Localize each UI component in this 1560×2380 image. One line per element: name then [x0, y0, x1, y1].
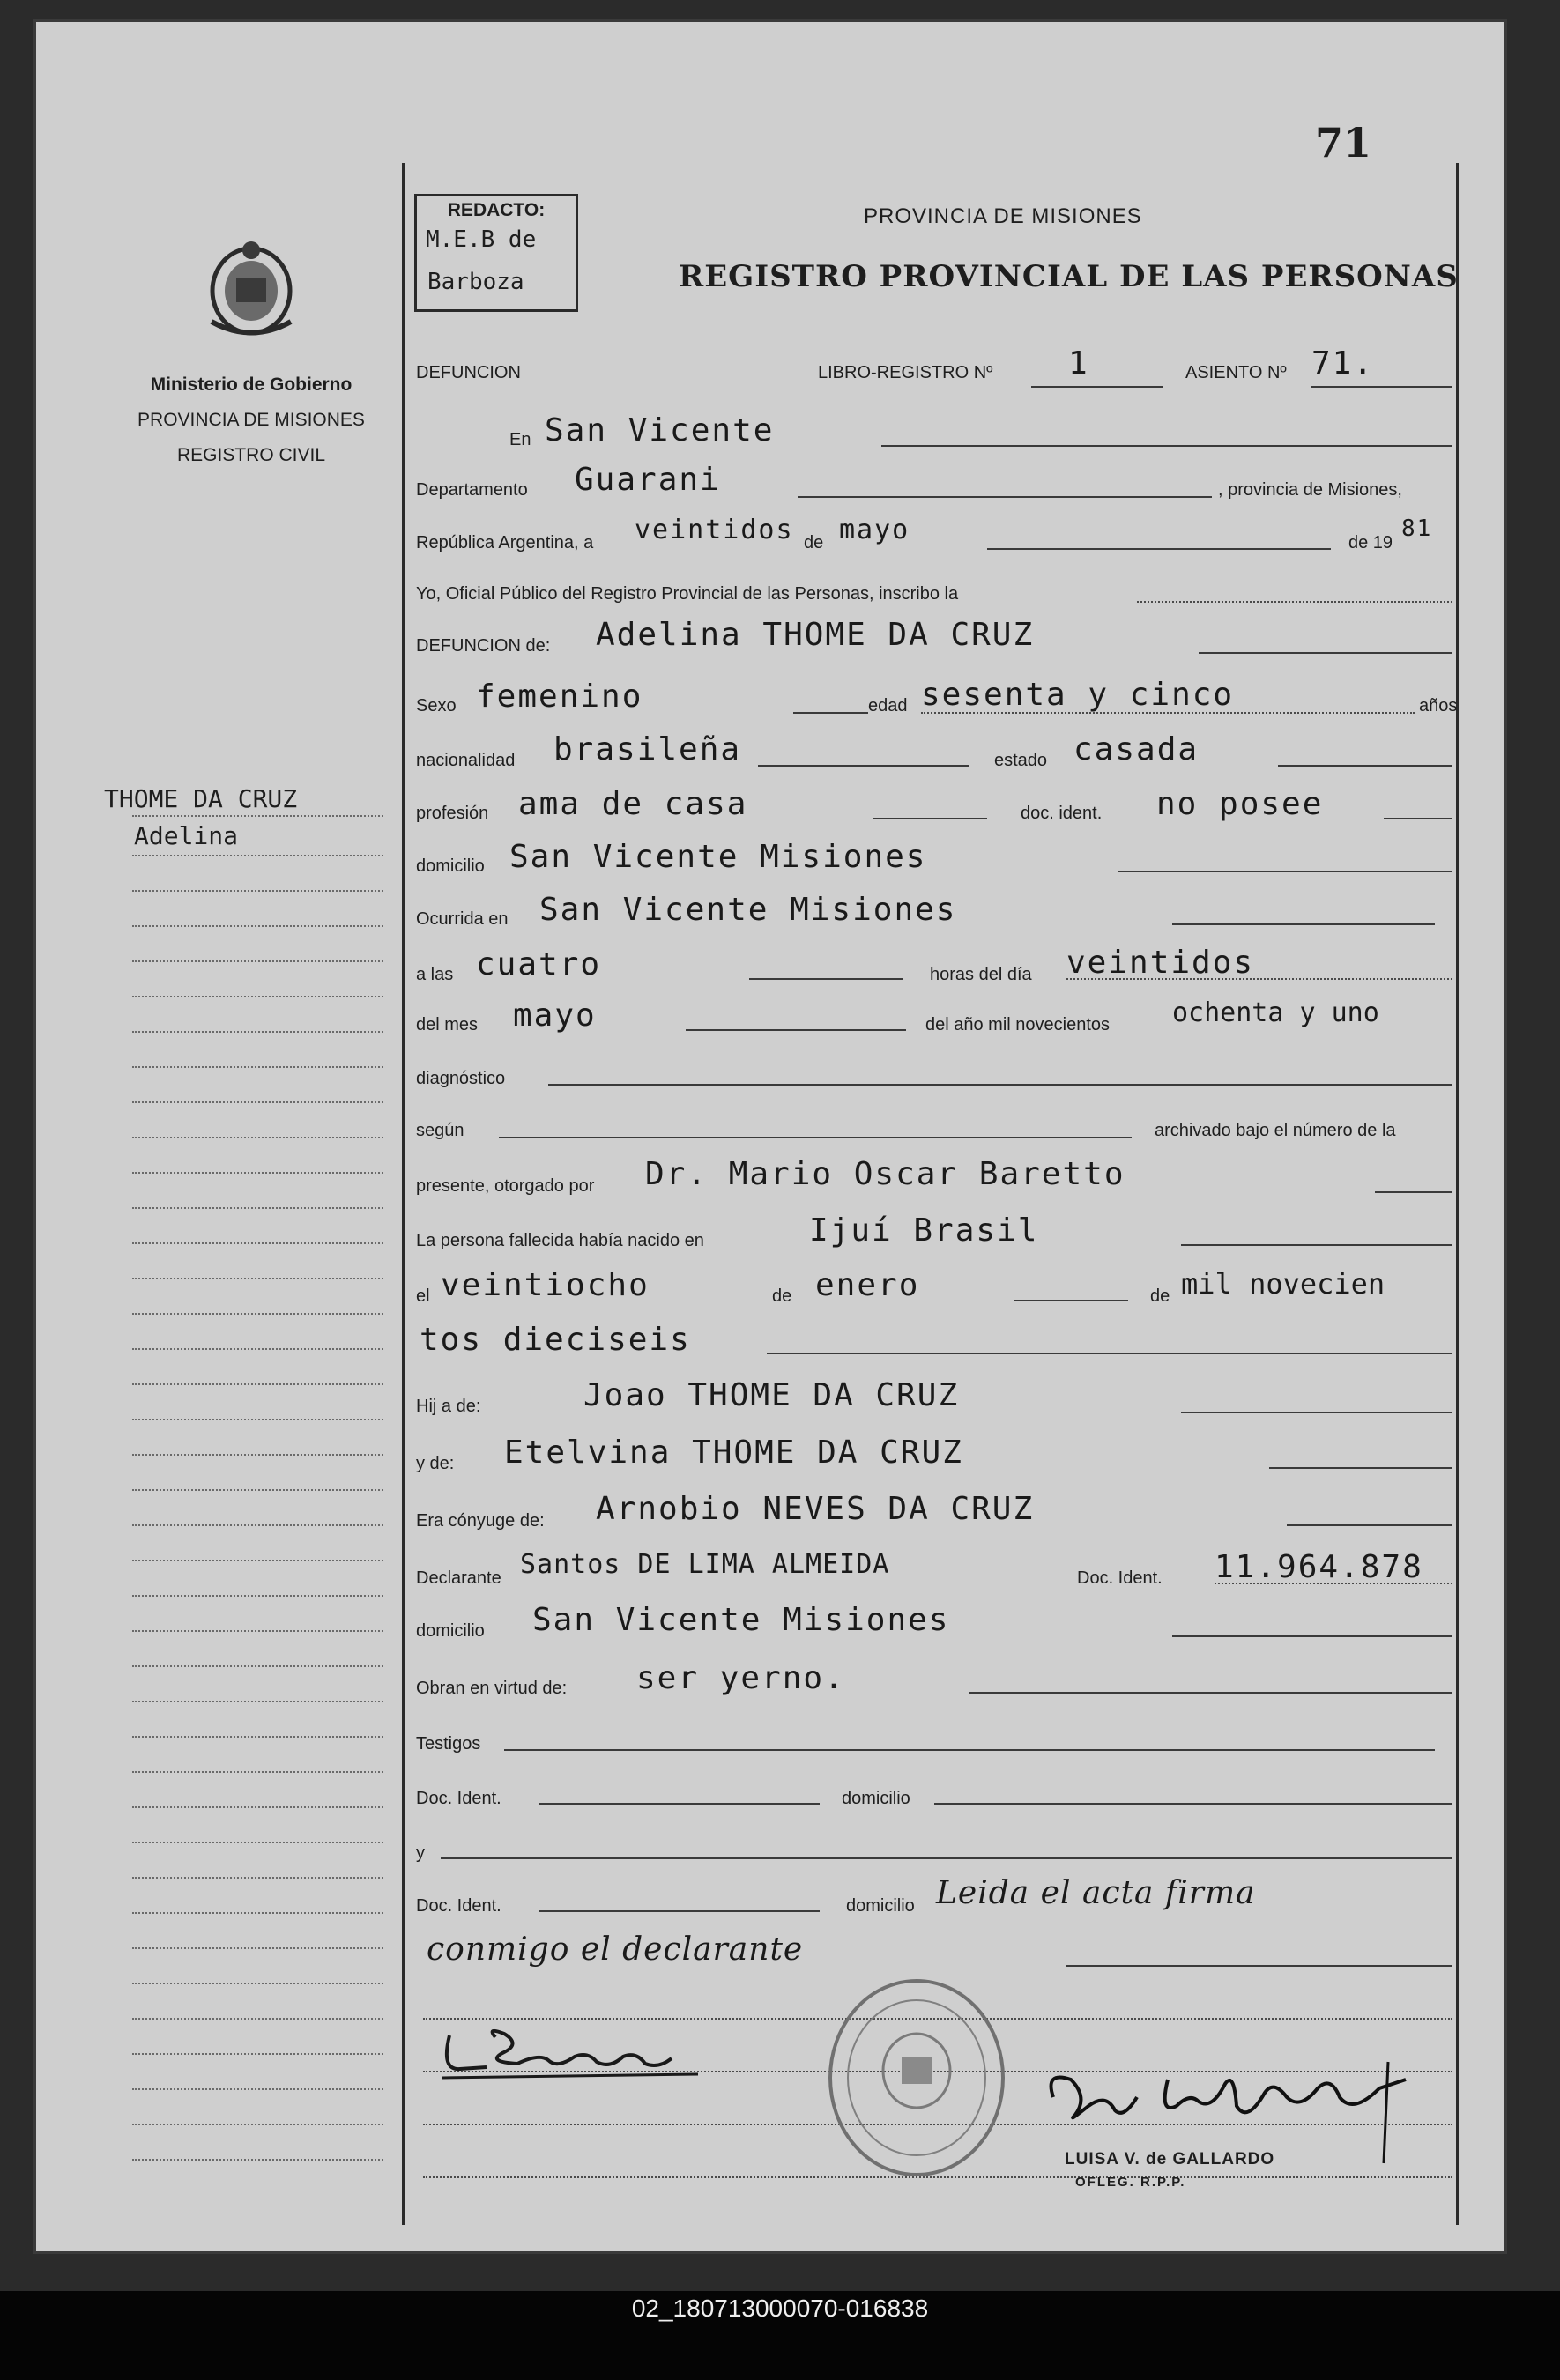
oficial-line: [1137, 601, 1452, 603]
doc2-value: 11.964.878: [1215, 1549, 1423, 1585]
margin-rule: [132, 1278, 383, 1279]
declarante-value: Santos DE LIMA ALMEIDA: [520, 1549, 890, 1580]
margin-rule: [132, 925, 383, 927]
margin-rule: [132, 890, 383, 892]
margin-rule: [132, 1313, 383, 1315]
sexo-label: Sexo: [416, 696, 457, 715]
doc4-label: Doc. Ident.: [416, 1896, 501, 1916]
conyuge-line: [1287, 1524, 1452, 1526]
margin-rule: [132, 996, 383, 997]
en-label: En: [509, 430, 531, 449]
asiento-value: 71.: [1311, 345, 1375, 382]
conyuge-label: Era cónyuge de:: [416, 1511, 545, 1531]
obran-value: ser yerno.: [636, 1660, 845, 1696]
nacionalidad-line: [758, 765, 969, 767]
domicilio2-label: domicilio: [416, 1621, 485, 1641]
declarante-label: Declarante: [416, 1568, 501, 1588]
libro-line: [1031, 386, 1163, 388]
republica-label: República Argentina, a: [416, 533, 594, 552]
sexo-value: femenino: [476, 678, 643, 715]
margin-rule: [132, 1701, 383, 1702]
diagnostico-label: diagnóstico: [416, 1069, 506, 1088]
nacionalidad-label: nacionalidad: [416, 751, 516, 770]
official-title: OFLEG. R.P.P.: [1075, 2175, 1186, 2190]
doc-line: [1384, 818, 1452, 819]
margin-rule: [132, 1912, 383, 1914]
edad-line: [921, 712, 1415, 714]
mes-value: mayo: [839, 515, 910, 545]
ministry-registry: REGISTRO CIVIL: [176, 445, 326, 465]
margin-rule: [132, 1419, 383, 1420]
nacido-value: Ijuí Brasil: [809, 1212, 1039, 1249]
mes2-value: mayo: [513, 997, 597, 1034]
doc3-label: Doc. Ident.: [416, 1789, 501, 1808]
registry-title: REGISTRO PROVINCIAL DE LAS PERSONAS: [679, 259, 1459, 294]
domicilio-label: domicilio: [416, 856, 485, 876]
testigos-line: [504, 1749, 1435, 1751]
margin-rule: [132, 1560, 383, 1561]
doc3-line: [539, 1803, 820, 1805]
libro-label: LIBRO-REGISTRO Nº: [818, 363, 993, 382]
doc-label: doc. ident.: [1021, 804, 1103, 823]
margin-rule: [132, 1630, 383, 1632]
archivado-label: archivado bajo el número de la: [1155, 1121, 1396, 1140]
libro-value: 1: [1068, 345, 1089, 382]
doc2-label: Doc. Ident.: [1077, 1568, 1163, 1588]
departamento-label: Departamento: [416, 480, 528, 500]
y-line: [441, 1857, 1452, 1859]
coat-of-arms-icon: [203, 238, 300, 339]
domicilio2-line: [1172, 1635, 1452, 1637]
en-line: [881, 445, 1452, 447]
province-heading: PROVINCIA DE MISIONES: [864, 204, 1142, 228]
hija-label: Hij a de:: [416, 1397, 481, 1416]
profesion-line: [873, 818, 987, 819]
edad-value: sesenta y cinco: [921, 677, 1235, 713]
domicilio3-line: [934, 1803, 1452, 1805]
leida-value-cont: conmigo el declarante: [427, 1931, 804, 1968]
madre-line: [1269, 1467, 1452, 1469]
y-label: y: [416, 1843, 425, 1863]
mes2-line: [686, 1029, 906, 1031]
official-signature: [1036, 2044, 1450, 2168]
footer-filename: 02_180713000070-016838: [631, 2295, 929, 2322]
segun-line: [499, 1137, 1132, 1138]
redacto-box: [414, 194, 578, 312]
ydemadre-label: y de:: [416, 1454, 455, 1473]
margin-rule: [132, 1454, 383, 1456]
nac-mes-line: [1014, 1300, 1128, 1301]
de2-label: de: [772, 1286, 792, 1306]
margin-rule: [132, 1983, 383, 1984]
page-number: 71: [1315, 119, 1372, 167]
hora-line: [749, 978, 903, 980]
margin-rule: [132, 1524, 383, 1526]
redacto-initials: M.E.B de: [426, 226, 537, 253]
left-rule: [402, 163, 405, 2225]
margin-rule: [132, 815, 383, 817]
margin-rule: [132, 1031, 383, 1033]
ocurrida-value: San Vicente Misiones: [539, 892, 957, 928]
official-stamp-icon: [824, 1974, 1009, 2181]
margin-given-name: Adelina: [134, 821, 239, 850]
dia2-value: veintidos: [1066, 945, 1255, 981]
segun-label: según: [416, 1121, 464, 1140]
margin-rule: [132, 1207, 383, 1209]
edad-label: edad: [868, 696, 908, 715]
asiento-label: ASIENTO Nº: [1185, 363, 1287, 382]
margin-surname: THOME DA CRUZ: [104, 784, 298, 813]
margin-rule: [132, 1806, 383, 1808]
margin-rule: [132, 1101, 383, 1103]
leida-value: Leida el acta firma: [936, 1875, 1256, 1911]
profesion-label: profesión: [416, 804, 489, 823]
asiento-line: [1311, 386, 1452, 388]
doc-value: no posee: [1156, 786, 1324, 822]
de19-label: de 19: [1348, 533, 1393, 552]
conyuge-value: Arnobio NEVES DA CRUZ: [596, 1491, 1035, 1527]
provincia-label: , provincia de Misiones,: [1218, 480, 1402, 500]
margin-rule: [132, 1595, 383, 1597]
ocurrida-label: Ocurrida en: [416, 909, 509, 929]
estado-line: [1278, 765, 1452, 767]
defuncion-label: DEFUNCION: [416, 363, 521, 382]
doc4-line: [539, 1910, 820, 1912]
medico-value: Dr. Mario Oscar Baretto: [645, 1156, 1125, 1192]
nacido-line: [1181, 1244, 1452, 1246]
el-label: el: [416, 1286, 430, 1306]
nac-anio-line: [767, 1353, 1452, 1354]
nac-dia-value: veintiocho: [441, 1267, 650, 1303]
margin-rule: [132, 1348, 383, 1350]
margin-rule: [132, 1877, 383, 1879]
anio-value: 81: [1401, 515, 1433, 542]
domicilio-value: San Vicente Misiones: [509, 839, 927, 875]
margin-rule: [132, 1736, 383, 1738]
margin-rule: [132, 2159, 383, 2161]
padre-value: Joao THOME DA CRUZ: [583, 1377, 960, 1413]
obran-label: Obran en virtud de:: [416, 1679, 568, 1698]
fecha-line: [987, 548, 1331, 550]
departamento-line: [798, 496, 1212, 498]
presente-label: presente, otorgado por: [416, 1176, 595, 1196]
dia2-line: [1066, 978, 1452, 980]
margin-rule: [132, 960, 383, 962]
margin-rule: [132, 855, 383, 856]
alas-label: a las: [416, 965, 454, 984]
margin-rule: [132, 2053, 383, 2055]
defuncion-de-label: DEFUNCION de:: [416, 636, 551, 656]
nombre-value: Adelina THOME DA CRUZ: [596, 617, 1035, 653]
profesion-value: ama de casa: [518, 786, 748, 822]
official-name: LUISA V. de GALLARDO: [1065, 2150, 1275, 2169]
margin-rule: [132, 1665, 383, 1667]
nac-anio-value: mil novecien: [1181, 1267, 1385, 1301]
declarant-signature: [434, 2018, 733, 2088]
margin-rule: [132, 1489, 383, 1491]
de3-label: de: [1150, 1286, 1170, 1306]
en-value: San Vicente: [545, 412, 775, 449]
horas-label: horas del día: [930, 965, 1032, 984]
domicilio2-value: San Vicente Misiones: [532, 1602, 950, 1638]
nombre-line: [1199, 652, 1452, 654]
medico-line: [1375, 1191, 1452, 1193]
estado-value: casada: [1073, 731, 1200, 767]
madre-value: Etelvina THOME DA CRUZ: [504, 1435, 963, 1471]
leida-line: [1066, 1965, 1452, 1967]
anio2-value: ochenta y uno: [1172, 997, 1379, 1028]
hora-value: cuatro: [476, 946, 602, 982]
delmes-label: del mes: [416, 1015, 479, 1034]
right-rule: [1456, 163, 1459, 2225]
doc2-line: [1215, 1583, 1452, 1584]
nacionalidad-value: brasileña: [553, 731, 742, 767]
testigos-label: Testigos: [416, 1734, 481, 1753]
margin-rule: [132, 2088, 383, 2090]
ministry-name: Ministerio de Gobierno: [150, 374, 353, 395]
estado-label: estado: [994, 751, 1048, 770]
delanio-label: del año mil novecientos: [925, 1015, 1111, 1034]
nacido-label: La persona fallecida había nacido en: [416, 1231, 704, 1250]
sexo-line: [793, 712, 868, 714]
margin-rule: [132, 1771, 383, 1773]
margin-rule: [132, 1242, 383, 1244]
domicilio-line: [1118, 871, 1452, 872]
diagnostico-line: [548, 1084, 1452, 1086]
margin-rule: [132, 1137, 383, 1138]
ocurrida-line: [1172, 923, 1435, 925]
domicilio4-label: domicilio: [846, 1896, 915, 1916]
ministry-province: PROVINCIA DE MISIONES: [137, 410, 365, 430]
de-label: de: [804, 533, 824, 552]
domicilio3-label: domicilio: [842, 1789, 910, 1808]
margin-rule: [132, 2018, 383, 2020]
departamento-value: Guarani: [575, 462, 721, 498]
obran-line: [969, 1692, 1452, 1694]
margin-rule: [132, 1066, 383, 1068]
margin-rule: [132, 1842, 383, 1843]
margin-rule: [132, 1172, 383, 1174]
nac-mes-value: enero: [815, 1267, 920, 1303]
margin-rule: [132, 1947, 383, 1949]
oficial-statement: Yo, Oficial Público del Registro Provincial de las Personas, inscribo la: [416, 584, 959, 604]
redacto-surname: Barboza: [427, 269, 524, 295]
redacto-label: REDACTO:: [447, 200, 546, 220]
anios-label: años: [1419, 696, 1458, 715]
margin-rule: [132, 2124, 383, 2125]
nac-anio-value-cont: tos dieciseis: [420, 1322, 691, 1358]
dia-value: veintidos: [635, 515, 794, 545]
padre-line: [1181, 1412, 1452, 1413]
margin-rule: [132, 1383, 383, 1385]
